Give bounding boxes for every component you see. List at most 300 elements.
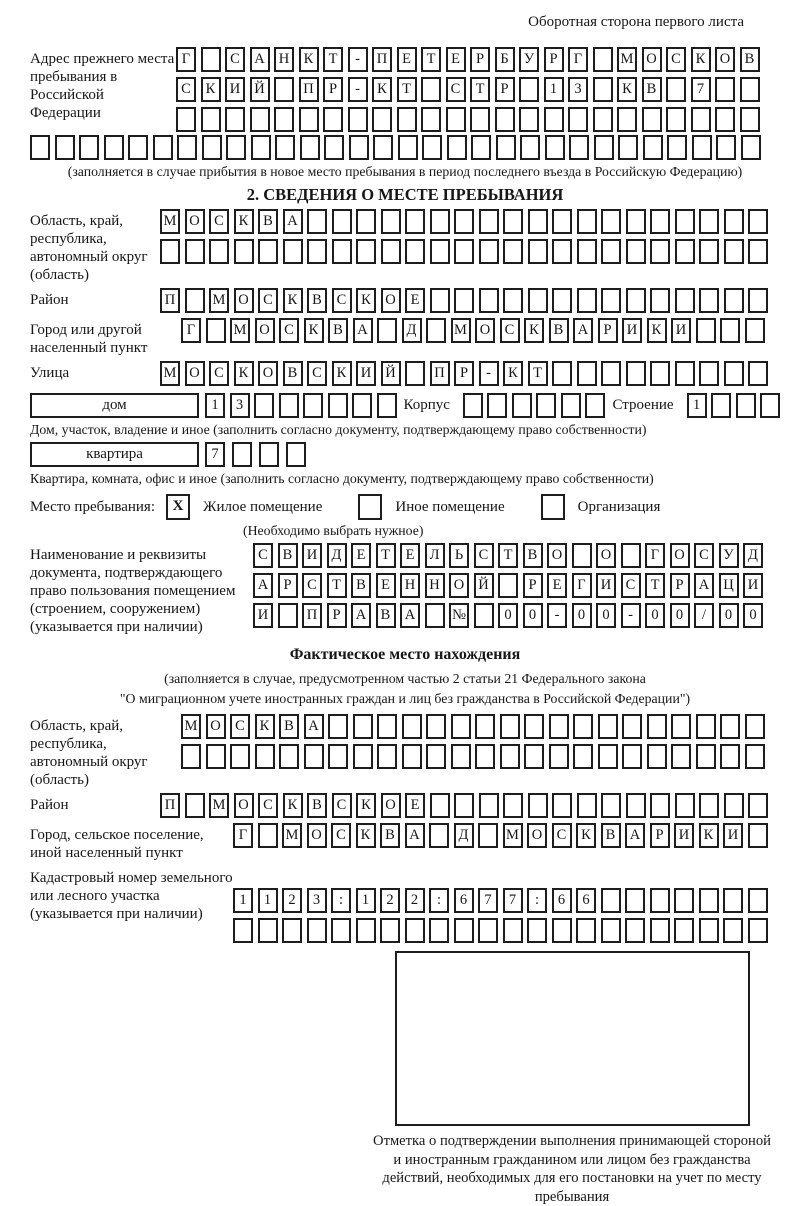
char-cell (258, 918, 278, 943)
char-cell: С (209, 209, 229, 234)
char-cell: С (225, 47, 245, 72)
char-cell (397, 107, 417, 132)
char-cell (647, 714, 667, 739)
char-cell (577, 361, 597, 386)
char-cell: О (547, 543, 567, 568)
char-cell (573, 714, 593, 739)
char-cell: Е (400, 543, 420, 568)
char-cell (185, 239, 205, 264)
char-cell (519, 107, 539, 132)
char-cell (692, 135, 712, 160)
char-cell: Д (327, 543, 347, 568)
char-cell (524, 714, 544, 739)
char-cell (274, 107, 294, 132)
char-cell: Д (402, 318, 422, 343)
char-cell: К (503, 361, 523, 386)
house-number-cells (205, 393, 397, 418)
char-cell (568, 107, 588, 132)
char-cell (478, 823, 498, 848)
char-cell (331, 918, 351, 943)
char-cell: С (666, 47, 686, 72)
char-cell: Й (474, 573, 494, 598)
char-cell: В (380, 823, 400, 848)
char-cell: Т (327, 573, 347, 598)
char-cell (398, 135, 418, 160)
char-cell (626, 361, 646, 386)
char-cell: И (723, 823, 743, 848)
char-cell (650, 888, 670, 913)
char-cell (352, 393, 372, 418)
option-other-premises-label: Иное помещение (395, 498, 505, 515)
checkbox-residential: X (166, 494, 190, 520)
char-cell: 2 (282, 888, 302, 913)
char-cell (479, 209, 499, 234)
char-cell (377, 744, 397, 769)
checkbox-other-premises (358, 494, 382, 520)
char-cell: К (356, 288, 376, 313)
char-cell: О (449, 573, 469, 598)
fact-gorod-label: Город, сельское поселение, иной населенный пункт (30, 827, 204, 861)
char-cell: М (230, 318, 250, 343)
document-row-2 (253, 573, 763, 598)
char-cell: Б (495, 47, 515, 72)
char-cell: С (694, 543, 714, 568)
char-cell: О (596, 543, 616, 568)
char-cell: Ь (449, 543, 469, 568)
char-cell: О (234, 288, 254, 313)
char-cell: К (372, 77, 392, 102)
char-cell: С (279, 318, 299, 343)
char-cell (552, 239, 572, 264)
char-cell: 7 (503, 888, 523, 913)
document-row-3 (253, 603, 763, 628)
char-cell: М (617, 47, 637, 72)
char-cell (711, 393, 731, 418)
char-cell: М (451, 318, 471, 343)
char-cell: 0 (645, 603, 665, 628)
char-cell (181, 744, 201, 769)
char-cell (278, 603, 298, 628)
char-cell (552, 793, 572, 818)
char-cell: - (547, 603, 567, 628)
char-cell: А (625, 823, 645, 848)
char-cell (307, 239, 327, 264)
char-cell: / (694, 603, 714, 628)
char-cell: О (715, 47, 735, 72)
stay-type-row (30, 494, 780, 520)
char-cell (593, 47, 613, 72)
char-cell (206, 318, 226, 343)
stroenie-label: Строение (612, 397, 674, 413)
char-cell (349, 135, 369, 160)
char-cell: С (253, 543, 273, 568)
char-cell (356, 918, 376, 943)
char-cell (226, 135, 246, 160)
char-cell (332, 239, 352, 264)
char-cell (209, 239, 229, 264)
char-cell (528, 239, 548, 264)
char-cell: У (519, 47, 539, 72)
oblast-label: Область, край, республика, автономный округ (область) (30, 213, 148, 283)
char-cell (598, 744, 618, 769)
char-cell (324, 135, 344, 160)
char-cell (650, 239, 670, 264)
char-cell: 2 (380, 888, 400, 913)
char-cell (666, 107, 686, 132)
char-cell (593, 107, 613, 132)
apartment-label-box: квартира (30, 442, 199, 467)
char-cell (258, 239, 278, 264)
char-cell (745, 318, 765, 343)
char-cell: А (304, 714, 324, 739)
char-cell: С (302, 573, 322, 598)
char-cell (429, 918, 449, 943)
char-cell: Е (351, 543, 371, 568)
char-cell: И (356, 361, 376, 386)
char-cell (716, 135, 736, 160)
kadastr-row-1 (233, 888, 768, 913)
char-cell: Е (405, 793, 425, 818)
field-document (30, 543, 780, 636)
gorod-label: Город или другой населенный пункт (30, 322, 148, 356)
char-cell: К (691, 47, 711, 72)
char-cell (699, 288, 719, 313)
char-cell: Г (181, 318, 201, 343)
char-cell: Т (645, 573, 665, 598)
char-cell (626, 288, 646, 313)
char-cell: Н (425, 573, 445, 598)
korpus-cells (463, 393, 606, 418)
char-cell (572, 543, 592, 568)
house-row (30, 393, 780, 418)
char-cell (496, 135, 516, 160)
char-cell: Т (323, 47, 343, 72)
char-cell: 2 (405, 888, 425, 913)
prev-address-rows (176, 47, 760, 132)
char-cell (356, 209, 376, 234)
char-cell: В (279, 714, 299, 739)
char-cell (503, 793, 523, 818)
section2-title: 2. СВЕДЕНИЯ О МЕСТЕ ПРЕБЫВАНИЯ (246, 185, 564, 204)
char-cell: : (429, 888, 449, 913)
char-cell (740, 107, 760, 132)
char-cell: 0 (572, 603, 592, 628)
char-cell (593, 77, 613, 102)
char-cell: Р (323, 77, 343, 102)
char-cell (500, 744, 520, 769)
char-cell: О (258, 361, 278, 386)
char-cell (699, 918, 719, 943)
char-cell: М (160, 361, 180, 386)
char-cell (650, 793, 670, 818)
char-cell (524, 744, 544, 769)
char-cell: - (621, 603, 641, 628)
option-residential-label: Жилое помещение (203, 498, 323, 515)
char-cell (544, 107, 564, 132)
char-cell: С (332, 288, 352, 313)
char-cell (426, 714, 446, 739)
char-cell: М (209, 793, 229, 818)
char-cell (503, 918, 523, 943)
document-row-1 (253, 543, 763, 568)
char-cell: К (304, 318, 324, 343)
document-label: Наименование и реквизиты документа, подтверждающего право пользования помещением (строением, сооружением) (указывается при наличии) (30, 547, 236, 635)
char-cell: И (253, 603, 273, 628)
char-cell (421, 77, 441, 102)
char-cell: - (348, 47, 368, 72)
char-cell: О (234, 793, 254, 818)
char-cell: Р (523, 573, 543, 598)
prev-address-row-3 (176, 107, 760, 132)
char-cell (259, 442, 279, 467)
page-corner-note: Оборотная сторона первого листа (528, 14, 744, 30)
char-cell (328, 714, 348, 739)
char-cell (283, 239, 303, 264)
fact-oblast-row-2 (181, 744, 765, 769)
char-cell (626, 793, 646, 818)
char-cell (471, 135, 491, 160)
char-cell (720, 318, 740, 343)
char-cell (699, 361, 719, 386)
char-cell: 1 (356, 888, 376, 913)
char-cell: П (302, 603, 322, 628)
stay-type-note: (Необходимо выбрать нужное) (243, 523, 424, 538)
char-cell: В (642, 77, 662, 102)
char-cell (674, 888, 694, 913)
char-cell: М (181, 714, 201, 739)
char-cell: В (278, 543, 298, 568)
char-cell (741, 135, 761, 160)
char-cell (601, 239, 621, 264)
char-cell (381, 209, 401, 234)
char-cell (377, 714, 397, 739)
fact-gorod-row (233, 823, 768, 848)
char-cell: А (283, 209, 303, 234)
char-cell (232, 442, 252, 467)
char-cell (696, 318, 716, 343)
char-cell (405, 361, 425, 386)
char-cell (647, 744, 667, 769)
char-cell (421, 107, 441, 132)
apartment-row (30, 442, 780, 467)
char-cell (498, 573, 518, 598)
char-cell (626, 209, 646, 234)
char-cell (601, 361, 621, 386)
char-cell: 0 (498, 603, 518, 628)
char-cell: П (160, 793, 180, 818)
char-cell (748, 918, 768, 943)
char-cell (454, 209, 474, 234)
char-cell: О (527, 823, 547, 848)
char-cell: О (670, 543, 690, 568)
char-cell: С (552, 823, 572, 848)
char-cell (454, 918, 474, 943)
char-cell (356, 239, 376, 264)
char-cell (642, 107, 662, 132)
char-cell: В (523, 543, 543, 568)
char-cell (128, 135, 148, 160)
char-cell: А (573, 318, 593, 343)
char-cell: С (331, 823, 351, 848)
char-cell: Г (645, 543, 665, 568)
char-cell (715, 107, 735, 132)
char-cell: 3 (230, 393, 250, 418)
char-cell: Т (421, 47, 441, 72)
char-cell: : (527, 888, 547, 913)
char-cell: - (348, 77, 368, 102)
char-cell (625, 918, 645, 943)
char-cell: А (253, 573, 273, 598)
char-cell: В (258, 209, 278, 234)
char-cell (104, 135, 124, 160)
char-cell: П (372, 47, 392, 72)
char-cell: А (694, 573, 714, 598)
gorod-row (181, 318, 765, 343)
char-cell: А (353, 318, 373, 343)
char-cell (430, 288, 450, 313)
char-cell (577, 239, 597, 264)
fact-oblast-row-1 (181, 714, 765, 739)
char-cell (601, 918, 621, 943)
char-cell (451, 744, 471, 769)
char-cell (617, 107, 637, 132)
char-cell (405, 239, 425, 264)
char-cell (585, 393, 605, 418)
char-cell: А (405, 823, 425, 848)
stamp-caption: Отметка о подтверждении выполнения принимающей стороной и иностранным гражданином или лицом без гражданства действий, необходимых для его постановки на учет по месту пребывания (373, 1133, 771, 1205)
char-cell (724, 361, 744, 386)
char-cell (201, 107, 221, 132)
char-cell: И (302, 543, 322, 568)
char-cell (748, 209, 768, 234)
char-cell (353, 714, 373, 739)
char-cell: В (549, 318, 569, 343)
char-cell (274, 77, 294, 102)
char-cell (230, 744, 250, 769)
char-cell (475, 714, 495, 739)
char-cell: Г (176, 47, 196, 72)
char-cell (474, 603, 494, 628)
char-cell: : (331, 888, 351, 913)
char-cell: К (299, 47, 319, 72)
field-oblast (30, 209, 780, 284)
field-raion (30, 288, 780, 313)
char-cell (304, 744, 324, 769)
char-cell (622, 744, 642, 769)
char-cell: О (185, 361, 205, 386)
char-cell: Г (572, 573, 592, 598)
char-cell: О (381, 793, 401, 818)
char-cell: 0 (596, 603, 616, 628)
char-cell (463, 393, 483, 418)
char-cell (699, 888, 719, 913)
char-cell (598, 714, 618, 739)
char-cell: В (283, 361, 303, 386)
char-cell (430, 209, 450, 234)
apartment-note: Квартира, комната, офис и иное (заполнить согласно документу, подтверждающему право собственности) (30, 471, 654, 486)
char-cell (724, 288, 744, 313)
char-cell: К (356, 793, 376, 818)
char-cell: Е (547, 573, 567, 598)
char-cell (667, 135, 687, 160)
char-cell (528, 288, 548, 313)
char-cell (748, 888, 768, 913)
char-cell: 1 (544, 77, 564, 102)
char-cell: Т (498, 543, 518, 568)
char-cell (720, 714, 740, 739)
char-cell (699, 209, 719, 234)
char-cell: 3 (307, 888, 327, 913)
char-cell (549, 714, 569, 739)
stamp-box (395, 951, 750, 1126)
char-cell (430, 793, 450, 818)
char-cell (503, 239, 523, 264)
char-cell: К (283, 793, 303, 818)
char-cell: 7 (478, 888, 498, 913)
char-cell (402, 744, 422, 769)
stroenie-cells (687, 393, 781, 418)
char-cell: К (356, 823, 376, 848)
char-cell (373, 135, 393, 160)
field-fact-oblast (30, 714, 780, 789)
field-gorod (30, 318, 780, 357)
char-cell (696, 714, 716, 739)
char-cell: Г (568, 47, 588, 72)
char-cell: Е (397, 47, 417, 72)
char-cell (202, 135, 222, 160)
char-cell: 1 (233, 888, 253, 913)
char-cell: Н (400, 573, 420, 598)
char-cell: Р (454, 361, 474, 386)
char-cell: Й (250, 77, 270, 102)
char-cell (503, 288, 523, 313)
char-cell (545, 135, 565, 160)
char-cell: С (332, 793, 352, 818)
char-cell (233, 918, 253, 943)
fact-note-2: "О миграционном учете иностранных граждан и лиц без гражданства в Российской Федерации") (119, 691, 691, 706)
char-cell: В (328, 318, 348, 343)
house-note: Дом, участок, владение и иное (заполнить согласно документу, подтверждающему право собственности) (30, 422, 647, 437)
char-cell (487, 393, 507, 418)
kadastr-row-2 (233, 918, 768, 943)
char-cell (234, 239, 254, 264)
char-cell: И (671, 318, 691, 343)
char-cell: П (430, 361, 450, 386)
char-cell: С (230, 714, 250, 739)
char-cell: У (719, 543, 739, 568)
char-cell (622, 714, 642, 739)
checkbox-organization (541, 494, 565, 520)
char-cell (577, 288, 597, 313)
char-cell (552, 361, 572, 386)
char-cell (279, 393, 299, 418)
korpus-label: Корпус (403, 397, 450, 413)
char-cell: В (307, 793, 327, 818)
char-cell (650, 288, 670, 313)
char-cell (723, 918, 743, 943)
char-cell (748, 239, 768, 264)
char-cell (699, 239, 719, 264)
oblast-row-1 (160, 209, 768, 234)
char-cell: И (743, 573, 763, 598)
char-cell (495, 107, 515, 132)
char-cell (451, 714, 471, 739)
char-cell: О (307, 823, 327, 848)
raion-row (160, 288, 768, 313)
char-cell: О (206, 714, 226, 739)
char-cell (426, 744, 446, 769)
char-cell: - (479, 361, 499, 386)
